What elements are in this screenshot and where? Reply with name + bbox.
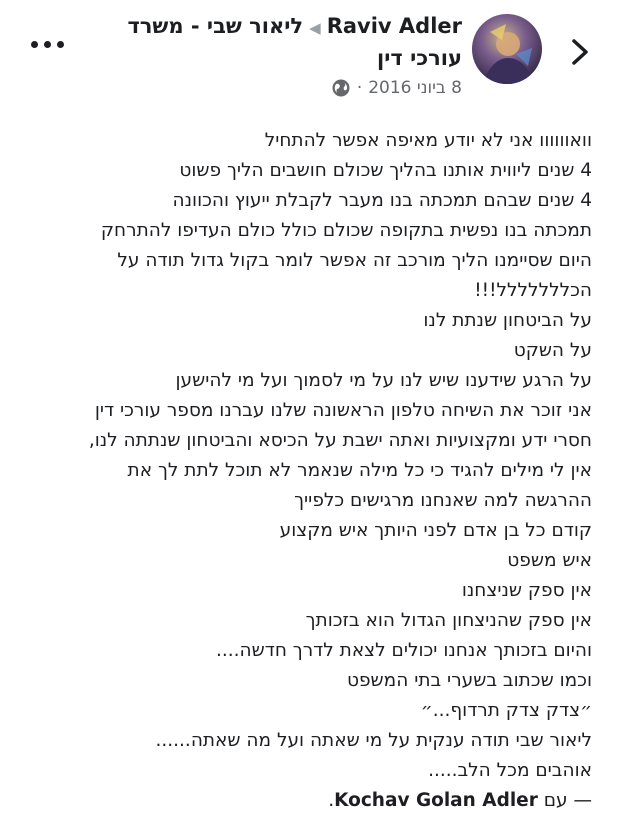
more-options-icon [31, 41, 38, 48]
tagged-with-line [22, 786, 592, 816]
post-text-line: על השקט [513, 340, 592, 361]
post-text-line: ליאור שבי תודה ענקית על מי שאתה ועל מה שאתה...... [155, 730, 592, 751]
post-text-line: איש משפט [507, 550, 592, 571]
post-text-line: וכמו שכתוב בשערי בתי המשפט [347, 670, 592, 691]
post-text-line: 4 שנים ליווית אותנו בהליך שכולם חושבים הליך פשוט [179, 160, 592, 181]
post-title [127, 14, 462, 38]
meta-separator: · [356, 78, 363, 98]
chevron-right-icon [569, 37, 591, 67]
recipient-name[interactable]: ליאור שבי - משרד [127, 14, 304, 38]
post-text-line: אין ספק שניצחנו [461, 580, 592, 601]
post-text-line: קודם כל בן אדם לפני היותך איש מקצוע [279, 520, 592, 541]
post-text-line: ההרגשה למה שאנחנו מרגישים כלפייך [294, 490, 592, 511]
post-text-line: 4 שנים שבהם תמכתה בנו מעבר לקבלת ייעוץ והכוונה [172, 190, 592, 211]
avatar[interactable] [472, 14, 542, 84]
post-text-line: תמכתה בנו נפשית בתקופה שכולם כולל כולם העדיפו להתרחק [100, 220, 592, 241]
post-text-line: אוהבים מכל הלב..... [428, 760, 592, 781]
arrow-icon: ◀ [309, 19, 321, 37]
post-text-line: אני זוכר את השיחה טלפון הראשונה שלנו עברנו מספר עורכי דין [94, 400, 592, 421]
post-text-line: וואוווווו אני לא יודע מאיפה אפשר להתחיל [264, 130, 592, 151]
more-options-button[interactable] [22, 24, 72, 64]
post-text-line: חסרי ידע ומקצועיות ואתה ישבת על הכיסא והביטחון שנתתה לנו, [88, 430, 592, 451]
post-text-line: אין ספק שהניצחון הגדול הוא בזכותך [305, 610, 592, 631]
post-text-line: והיום בזכותך אנחנו יכולים לצאת לדרך חדשה.... [216, 640, 592, 661]
post-date[interactable]: 8 ביוני 2016 [368, 78, 462, 98]
post-meta [331, 78, 462, 98]
post-header [0, 0, 620, 110]
post-text-line: ״צדק צדק תרדוף...״ [420, 700, 592, 721]
post-body [22, 126, 592, 816]
with-suffix: . [328, 790, 335, 811]
post-text-line: היום שסיימנו הליך מורכב זה אפשר לומר בקול גדול תודה על [117, 250, 592, 271]
post-text-line: אין לי מילים להגיד כי כל מילה שנאמר לא תוכל לתת לך את [127, 460, 592, 481]
post-text-line: הכללללללל!!! [474, 280, 592, 301]
author-name[interactable]: Raviv Adler [326, 14, 462, 38]
post-text-line: על הרגע שידענו שיש לנו על מי לסמוך ועל מי להישען [175, 370, 592, 391]
back-button[interactable] [560, 28, 600, 76]
tagged-user-link[interactable]: Kochav Golan Adler [334, 790, 538, 811]
post-text-line: על הביטחון שנתת לנו [423, 310, 592, 331]
globe-icon [331, 78, 351, 98]
with-prefix: — עם [543, 790, 592, 811]
recipient-name-continued[interactable]: עורכי דין [377, 46, 462, 70]
